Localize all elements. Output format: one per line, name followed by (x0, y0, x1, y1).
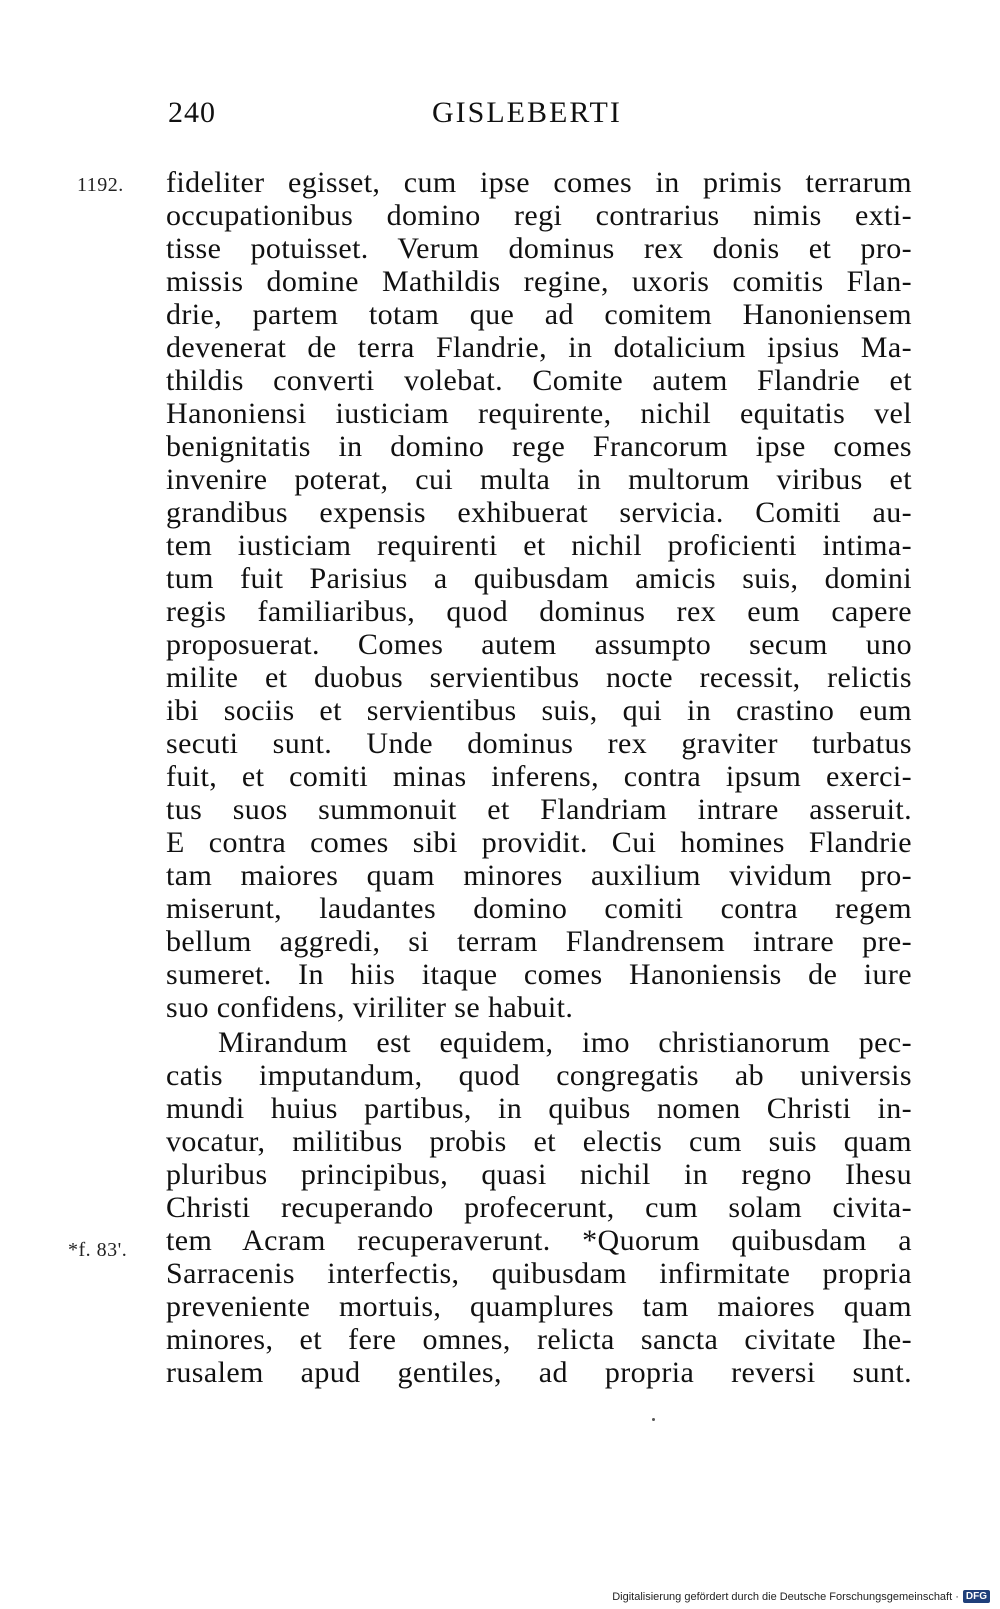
margin-folio: *f. 83'. (68, 1239, 128, 1261)
text-line: occupationibus domino regi contrarius nimis exti- (166, 199, 912, 232)
text-line: bellum aggredi, si terram Flandrensem intrare pre- (166, 925, 912, 958)
text-line: thildis converti volebat. Comite autem Flandrie et (166, 364, 912, 397)
text-line: tum fuit Parisius a quibusdam amicis suis, domini (166, 562, 912, 595)
text-line: Sarracenis interfectis, quibusdam infirmitate propria (166, 1257, 912, 1290)
text-line: tem Acram recuperaverunt. *Quorum quibusdam a (166, 1224, 912, 1257)
text-line: pluribus principibus, quasi nichil in regno Ihesu (166, 1158, 912, 1191)
text-line: Christi recuperando profecerunt, cum solam civita- (166, 1191, 912, 1224)
text-line: tam maiores quam minores auxilium vividum pro- (166, 859, 912, 892)
text-line: catis imputandum, quod congregatis ab universis (166, 1059, 912, 1092)
text-line: suo confidens, viriliter se habuit. (166, 991, 574, 1024)
digitization-credit (612, 1590, 990, 1603)
text-line: grandibus expensis exhibuerat servicia. Comiti au- (166, 496, 912, 529)
page-header (168, 96, 906, 140)
text-line: rusalem apud gentiles, ad propria reversi sunt. (166, 1356, 912, 1389)
text-line: proposuerat. Comes autem assumpto secum uno (166, 628, 912, 661)
text-line: invenire poterat, cui multa in multorum viribus et (166, 463, 912, 496)
text-line: mundi huius partibus, in quibus nomen Christi in- (166, 1092, 912, 1125)
page-number: 240 (168, 96, 216, 129)
text-line: secuti sunt. Unde dominus rex graviter turbatus (166, 727, 912, 760)
text-line: benignitatis in domino rege Francorum ipse comes (166, 430, 912, 463)
text-line: missis domine Mathildis regine, uxoris comitis Flan- (166, 265, 912, 298)
text-line: miserunt, laudantes domino comiti contra regem (166, 892, 912, 925)
text-line: preveniente mortuis, quamplures tam maiores quam (166, 1290, 912, 1323)
text-line: sumeret. In hiis itaque comes Hanoniensis de iure (166, 958, 912, 991)
text-line: regis familiaribus, quod dominus rex eum capere (166, 595, 912, 628)
text-line: tem iusticiam requirenti et nichil proficienti intima- (166, 529, 912, 562)
text-line: milite et duobus servientibus nocte recessit, relictis (166, 661, 912, 694)
running-head: GISLEBERTI (432, 96, 622, 129)
dfg-logo-icon: DFG (963, 1590, 990, 1603)
margin-year: 1192. (77, 174, 124, 196)
text-line: fideliter egisset, cum ipse comes in primis terrarum (166, 166, 912, 199)
text-line: drie, partem totam que ad comitem Hanoniensem (166, 298, 912, 331)
text-line: vocatur, militibus probis et electis cum suis quam (166, 1125, 912, 1158)
text-line: tus suos summonuit et Flandriam intrare asseruit. (166, 793, 912, 826)
text-line: Hanoniensi iusticiam requirente, nichil equitatis vel (166, 397, 912, 430)
text-line: minores, et fere omnes, relicta sancta civitate Ihe- (166, 1323, 912, 1356)
text-line: ibi sociis et servientibus suis, qui in crastino eum (166, 694, 912, 727)
text-line: Mirandum est equidem, imo christianorum pec- (218, 1026, 912, 1059)
text-line: tisse potuisset. Verum dominus rex donis et pro- (166, 232, 912, 265)
credit-text: Digitalisierung gefördert durch die Deutsche Forschungsgemeinschaft · (612, 1590, 959, 1603)
text-line: fuit, et comiti minas inferens, contra ipsum exerci- (166, 760, 912, 793)
text-line: E contra comes sibi providit. Cui homines Flandrie (166, 826, 912, 859)
text-line: devenerat de terra Flandrie, in dotalicium ipsius Ma- (166, 331, 912, 364)
scan-speck (652, 1418, 655, 1421)
